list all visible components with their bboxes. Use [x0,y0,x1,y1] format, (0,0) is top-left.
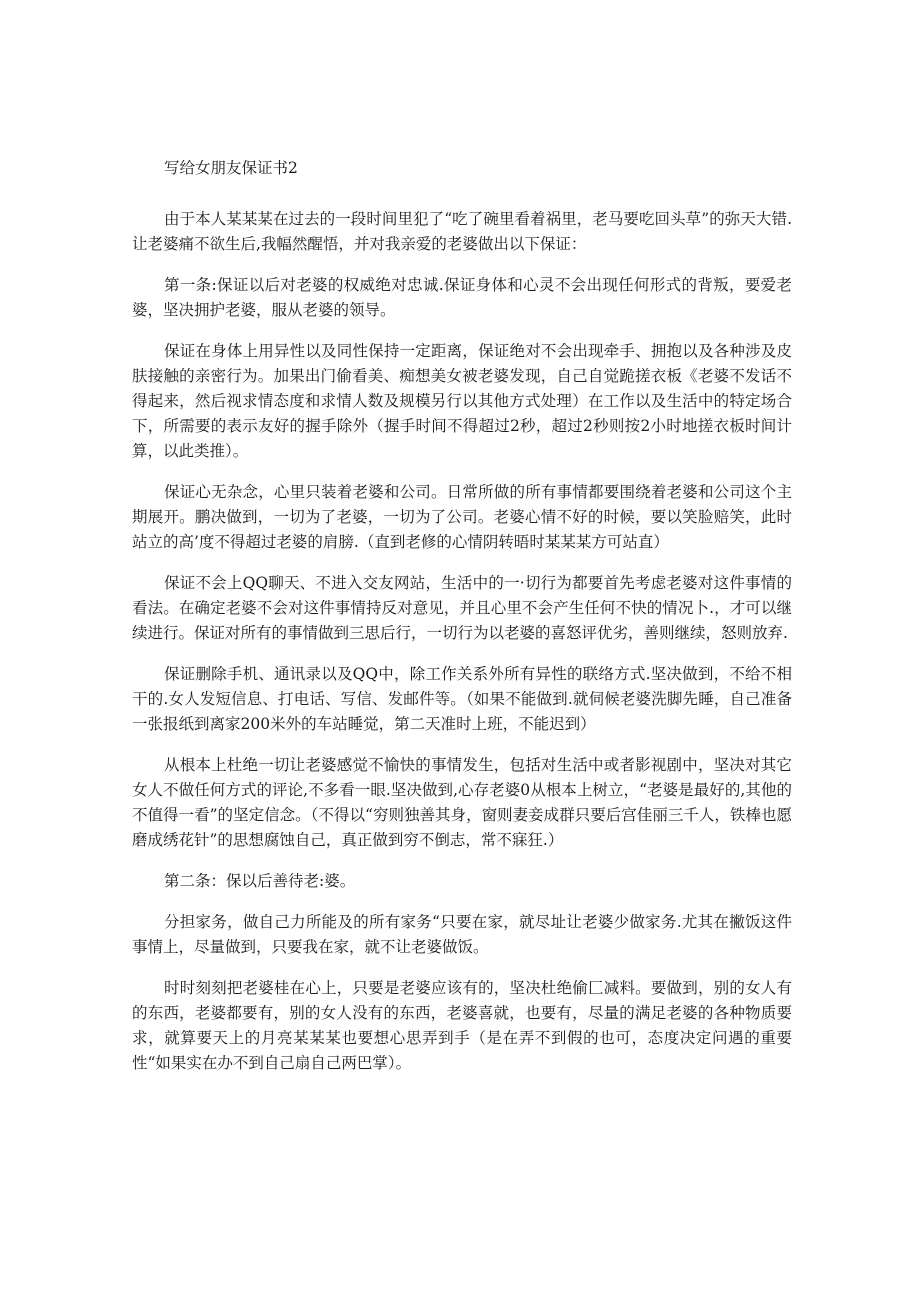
section-heading-2: 第二条：保以后善待老:婆。 [164,872,356,890]
paragraph-10: 时时刻刻把老婆桂在心上，只要是老婆应该有的，坚决杜绝偷匚减料。要做到，别的女人有的东西，老婆都要有，别的女人没有的东西，老婆喜就，也要有，尽量的满足老婆的各种物质要求，就算要天上的月亮某某某也要想心思弄到手（是在弄不到假的也可，态度决定问遇的重要性“如果实在办不到自己扇自己两巴掌）。 [132,979,792,1072]
document-page [132,156,792,1092]
paragraph-5: 保证不会上QQ聊天、不进入交友网站，生活中的一·切行为都要首先考虑老婆对这件事情的看法。在确定老婆不会对这件事情持反对意见，并且心里不会产生任何不快的情况卜.，才可以继续进行。保证对所有的事情做到三思后行，一切行为以老婆的喜怒评优劣，善则继续，怒则放弃. [132,574,792,642]
paragraph-2: 第一条:保证以后对老婆的权威绝对忠诚.保证身体和心灵不会出现任何形式的背叛，要爱老婆，坚决拥护老婆，服从老婆的领导。 [132,276,792,319]
paragraph-4: 保证心无杂念，心里只装着老婆和公司。日常所做的所有事情都要围绕着老婆和公司这个主期展开。鹏决做到，一切为了老婆，一切为了公司。老婆心情不好的时候，要以笑脸赔笑，此时站立的高’度不得超过老婆的肩膀.（直到老修的心情阴转晤时某某某方可站直） [132,483,792,551]
paragraph-9: 分担家务，做自己力所能及的所有家务“只要在家，就尽址让老婆少做家务.尤其在撇饭这件事情上，尽量做到，只要我在家，就不让老婆做饭。 [132,913,792,956]
paragraph-1: 由于本人某某某在过去的一段时间里犯了“吃了碗里看着祸里，老马要吃回头草”的弥天大错.让老婆痛不欲生后,我幅然醒悟，并对我亲爱的老婆做出以下保证： [132,210,792,253]
paragraph-6: 保证删除手机、通讯录以及QQ中，除工作关系外所有异性的联络方式.坚决做到，不给不相干的.女人发短信息、打电话、写信、发邮件等。（如果不能做到.就伺候老婆洗脚先睡，自己准备一张报纸到离家200米外的车站睡觉，第二天准时上班，不能迟到） [132,665,792,733]
paragraph-3: 保证在身体上用异性以及同性保持一定距离，保证绝对不会出现牵手、拥抱以及各种涉及皮肤接触的亲密行为。加果出门偷看美、痴想美女被老婆发现，自己自觉跪搓衣板《老婆不发话不得起来，然后视求情态度和求情人数及规模另行以其他方式处理）在工作以及生活中的特定场合下，所需要的表示友好的握手除外（握手时间不得超过2秒，超过2秒则按2小时地搓衣板时间计算，以此类推）。 [132,342,792,460]
document-title: 写给女朋友保证书2 [164,159,298,177]
paragraph-7: 从根本上杜绝一切让老婆感觉不愉快的事情发生，包括对生活中或者影视剧中，坚决对其它女人不做任何方式的评论,不多看一眼.坚决做到,心存老婆0从根本上树立，“老婆是最好的,其他的不值得一看”的坚定信念。（不得以“穷则独善其身，窗则妻妾成群只要后宫佳丽三千人，铁棒也愿磨成绣花针”的思想腐蚀自己，真正做到穷不倒志，常不寐狂.） [132,756,792,849]
